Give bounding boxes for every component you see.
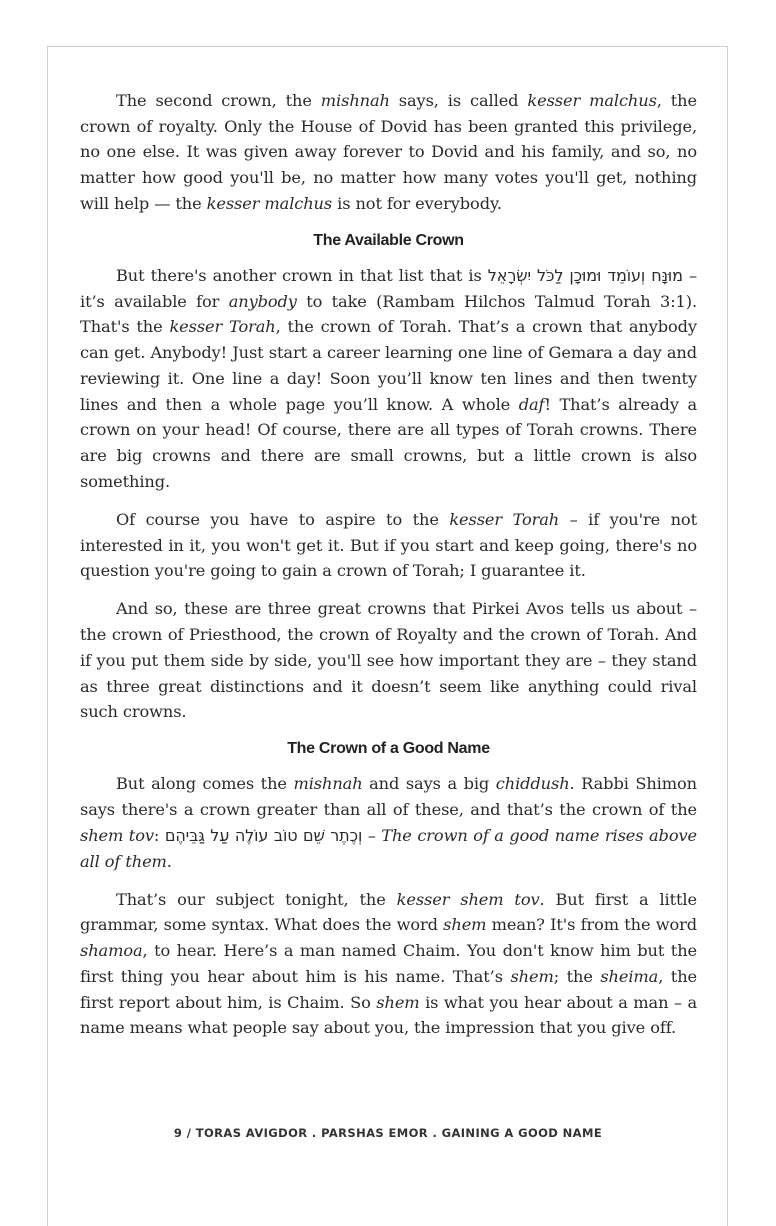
italic-text: kesser Torah: [169, 317, 276, 337]
italic-text: shem: [376, 992, 420, 1012]
text-run: The second crown, the: [116, 91, 321, 110]
italic-text: chiddush: [495, 774, 570, 794]
section-heading: The Crown of a Good Name: [287, 740, 490, 758]
italic-text: mishnah: [320, 91, 390, 110]
text-run: , the crown of Torah. That’s a crown that anybody can get. Anybody! Just start a career learning one line of Gemara a day and reviewing it. One line a day! Soon you’ll know ten lines and then twenty lines and then a whole page you’ll know. A whole: [80, 317, 697, 414]
section-heading: The Available Crown: [313, 232, 464, 250]
text-run: , the crown of royalty. Only the House of Dovid has been granted this privilege, no one else. It was given away forever to Dovid and his family, and so, no matter how good you'll be, no matter how many votes you'll get, nothing will help — the: [80, 91, 697, 213]
text-run: And so, these are three great crowns that Pirkei Avos tells us about – the crown of Priesthood, the crown of Royalty and the crown of Torah. And if you put them side by side, you'll see how important they are – they stand as three great distinctions and it doesn’t seem like anything could rival such crowns.: [80, 599, 697, 722]
italic-text: mishnah: [293, 774, 363, 794]
text-run: That’s our subject tonight, the: [116, 889, 397, 909]
text-run: But there's another crown in that list that is: [116, 266, 488, 286]
italic-text: The crown of a good name rises above all of them.: [80, 825, 697, 871]
hebrew-quote: וְכֶתֶר שֵׁם טוֹב עוֹלֶה עַל גַּבֵּיהֶם: [164, 825, 363, 845]
text-run: ! That’s already a crown on your head! Of course, there are all types of Torah crowns. There are big crowns and there are small crowns, but a little crown is also something.: [80, 394, 697, 491]
text-run: . Rabbi Shimon says there's a crown greater than all of these, and that’s the crown of the: [80, 774, 697, 820]
text-run: , the first report about him, is Chaim. So: [80, 966, 697, 1012]
text-run: – it’s available for: [80, 266, 697, 311]
text-run: – if you're not interested in it, you won't get it. But if you start and keep going, there's no question you're going to gain a crown of Torah; I guarantee it.: [80, 509, 697, 581]
paragraph: [80, 507, 697, 584]
text-run: , to hear. Here’s a man named Chaim. You don't know him but the first thing you hear about him is his name. That’s: [80, 941, 697, 986]
italic-text: daf: [518, 394, 545, 414]
text-run: mean? It's from the word: [486, 915, 697, 935]
hebrew-quote: מוּנָּח וְעוֹמֵד וּמוּכָן לַכֹּל יִשְׂרָאֵל: [487, 266, 683, 286]
text-run: . But first a little grammar, some syntax. What does the word: [80, 889, 697, 935]
text-run: –: [362, 825, 382, 845]
italic-text: kesser malchus: [527, 91, 657, 110]
text-run: to take (Rambam Hilchos Talmud Torah 3:1). That's the: [80, 291, 698, 337]
italic-text: kesser malchus: [206, 193, 333, 213]
paragraph: [80, 887, 697, 1041]
page-footer: 9 / TORAS AVIGDOR . PARSHAS EMOR . GAINING A GOOD NAME: [173, 1126, 603, 1140]
paragraph: [80, 88, 697, 217]
text-run: But along comes the: [116, 774, 294, 794]
italic-text: kesser shem tov: [396, 889, 540, 909]
paragraph: [80, 263, 697, 494]
text-run: is not for everybody.: [332, 193, 502, 213]
italic-text: kesser Torah: [449, 509, 560, 529]
text-run: :: [153, 825, 165, 845]
document-body: [80, 88, 697, 1054]
text-run: and says a big: [362, 774, 496, 794]
paragraph: [80, 771, 697, 874]
italic-text: shem: [510, 966, 554, 986]
italic-text: shem tov: [80, 825, 154, 845]
italic-text: sheima: [600, 966, 659, 986]
text-run: ; the: [553, 966, 601, 986]
italic-text: anybody: [228, 291, 297, 311]
italic-text: shamoa: [80, 941, 143, 961]
text-run: is what you hear about a man – a name means what people say about you, the impression that you give off.: [80, 992, 698, 1038]
text-run: says, is called: [389, 91, 528, 110]
italic-text: shem: [443, 915, 487, 935]
paragraph: [80, 596, 697, 725]
text-run: Of course you have to aspire to the: [116, 509, 450, 529]
